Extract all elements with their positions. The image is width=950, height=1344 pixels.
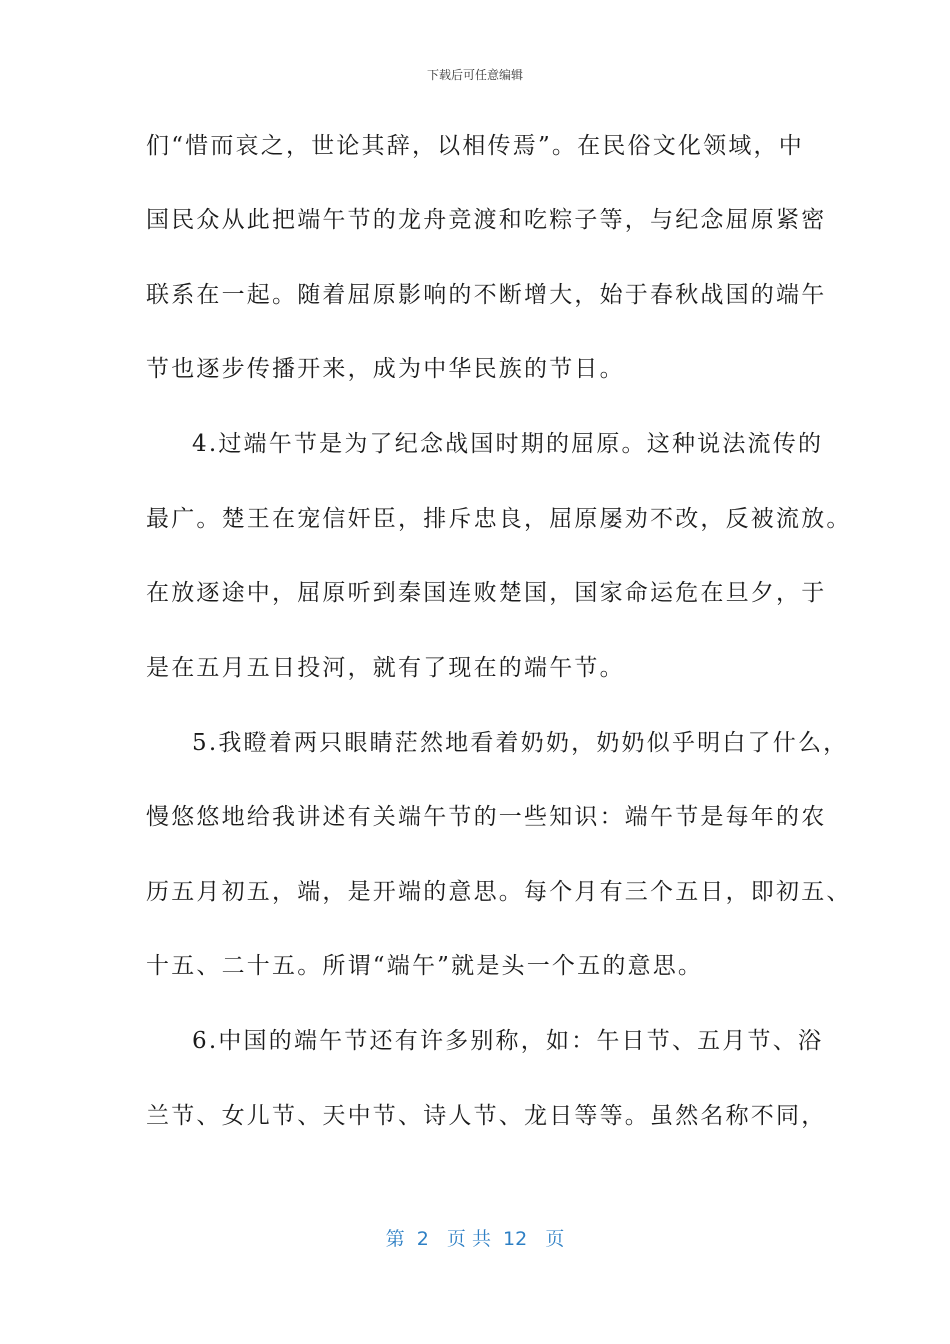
paragraph-first-line: 4.过端午节是为了纪念战国时期的屈原。这种说法流传的: [192, 431, 824, 457]
text-line: 是在五月五日投河，就有了现在的端午节。: [146, 655, 625, 681]
text-line: 们“惜而哀之，世论其辞，以相传焉”。在民俗文化领域，中: [146, 133, 804, 159]
text-line: 历五月初五，端，是开端的意思。每个月有三个五日，即初五、: [146, 879, 852, 905]
page-number-footer: 第 2 页 共 12 页: [385, 1228, 565, 1250]
text-line: 兰节、女儿节、天中节、诗人节、龙日等等。虽然名称不同，: [146, 1103, 827, 1129]
paragraph-first-line: 5.我瞪着两只眼睛茫然地看着奶奶，奶奶似乎明白了什么，: [192, 730, 849, 756]
text-line: 国民众从此把端午节的龙舟竞渡和吃粽子等，与纪念屈原紧密: [146, 207, 827, 233]
text-line: 在放逐途中，屈原听到秦国连败楚国，国家命运危在旦夕，于: [146, 580, 827, 606]
text-line: 节也逐步传播开来，成为中华民族的节日。: [146, 356, 625, 382]
text-line: 慢悠悠地给我讲述有关端午节的一些知识：端午节是每年的农: [146, 804, 827, 830]
text-line: 联系在一起。随着屈原影响的不断增大，始于春秋战国的端午: [146, 282, 827, 308]
text-line: 最广。楚王在宠信奸臣，排斥忠良，屈原屡劝不改，反被流放。: [146, 506, 852, 532]
text-line: 十五、二十五。所谓“端午”就是头一个五的意思。: [146, 953, 704, 979]
page-header-note: 下载后可任意编辑: [426, 68, 523, 82]
paragraph-first-line: 6.中国的端午节还有许多别称，如：午日节、五月节、浴: [192, 1028, 824, 1054]
